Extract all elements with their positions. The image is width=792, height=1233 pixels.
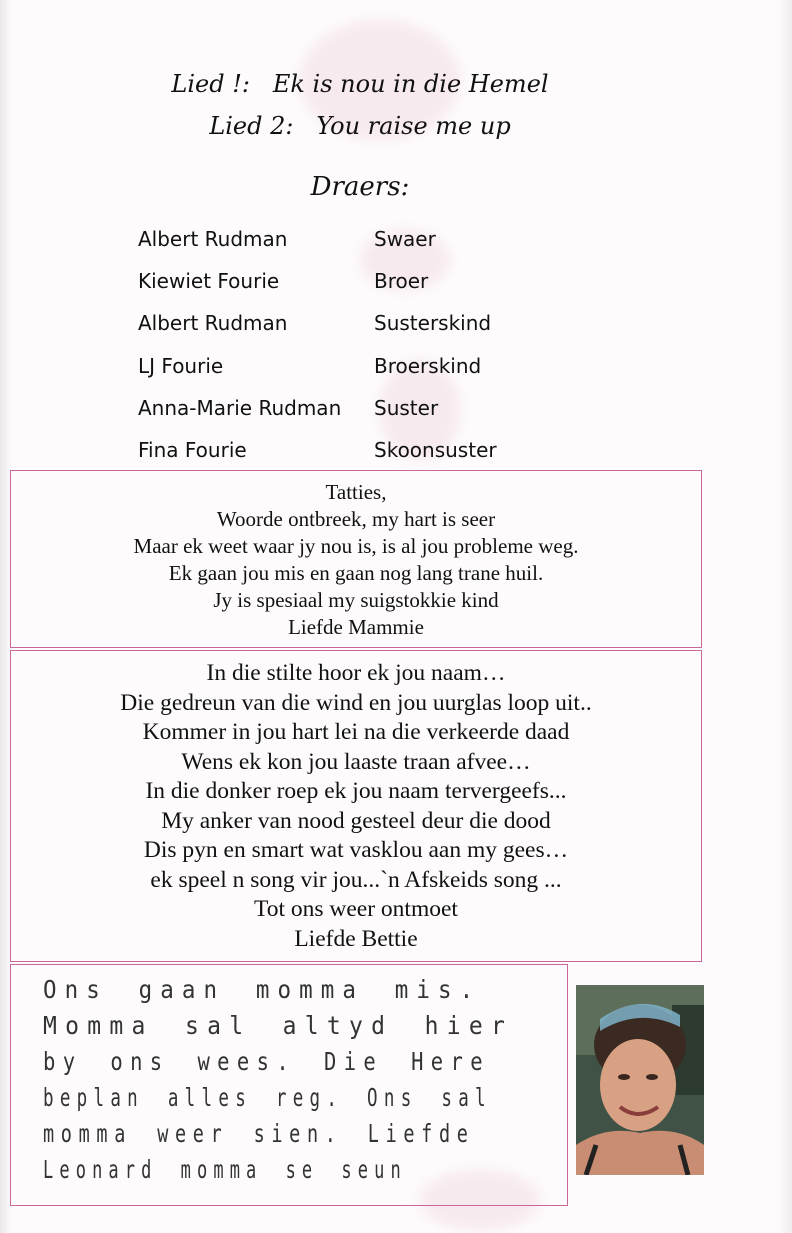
poem-line: Kommer in jou hart lei na die verkeerde daad [142, 719, 570, 745]
bearer-name: Fina Fourie [138, 438, 247, 463]
song-1-label: Lied !: [171, 70, 250, 98]
tribute-signature: Liefde Mammie [288, 615, 424, 639]
bearer-row [138, 218, 497, 260]
bearer-relation: Broerskind [374, 353, 482, 378]
bearer-row [138, 302, 497, 344]
poem-line: In die stilte hoor ek jou naam… [206, 660, 506, 686]
bearers-list [138, 218, 497, 471]
tribute-line: Maar ek weet waar jy nou is, is al jou probleme weg. [133, 534, 579, 558]
tribute-leonard-box [10, 964, 568, 1206]
song-1-title: Ek is nou in die Hemel [272, 70, 549, 98]
song-1 [0, 70, 720, 98]
handwritten-line: Momma sal altyd hier [43, 1011, 514, 1040]
tribute-signature: Liefde Bettie [294, 925, 418, 952]
song-2-label: Lied 2: [209, 112, 294, 140]
bearer-relation: Broer [374, 269, 429, 294]
handwritten-line: beplan alles reg. Ons sal [43, 1083, 492, 1112]
bearer-name: Anna-Marie Rudman [138, 395, 342, 420]
bearer-relation: Skoonsuster [374, 438, 497, 463]
poem-line: Tot ons weer ontmoet [254, 896, 458, 922]
poem-line: Die gedreun van die wind en jou uurglas loop uit.. [120, 689, 592, 716]
bearer-row [138, 387, 497, 429]
song-2 [0, 112, 720, 140]
page-edge-shadow [778, 0, 792, 1233]
bearer-relation: Suster [374, 395, 439, 420]
bearer-row [138, 260, 497, 302]
poem-line: Wens ek kon jou laaste traan afvee… [181, 748, 531, 775]
portrait-photo [576, 985, 704, 1175]
poem-line: ek speel n song vir jou...`n Afskeids song ... [150, 866, 562, 893]
song-2-title: You raise me up [316, 112, 511, 140]
bearer-name: Albert Rudman [138, 227, 288, 252]
portrait-illustration [576, 985, 704, 1175]
poem-line: Dis pyn en smart wat vasklou aan my gees… [143, 837, 569, 863]
handwritten-line: Leonard momma se seun [43, 1155, 407, 1184]
tribute-line: Tatties, [325, 480, 387, 504]
handwritten-line: by ons wees. Die Here [43, 1047, 490, 1076]
tribute-line: Ek gaan jou mis en gaan nog lang trane huil. [168, 561, 544, 585]
bearer-row [138, 429, 497, 471]
tribute-line: Woorde ontbreek, my hart is seer [216, 507, 496, 531]
bearer-name: Kiewiet Fourie [138, 269, 280, 294]
poem-line: My anker van nood gesteel deur die dood [161, 807, 551, 834]
bearer-row [138, 345, 497, 387]
tribute-mammie-box [10, 470, 702, 648]
bearers-heading: Draers: [310, 172, 410, 202]
bearer-name: Albert Rudman [138, 311, 288, 336]
bearer-name: LJ Fourie [138, 353, 224, 378]
poem-line: In die donker roep ek jou naam tervergeefs... [145, 778, 567, 804]
handwritten-line: Ons gaan momma mis. [43, 975, 482, 1004]
tribute-line: Jy is spesiaal my suigstokkie kind [213, 588, 499, 612]
tribute-bettie-box [10, 650, 702, 962]
bearer-relation: Susterskind [374, 311, 492, 336]
handwritten-line: momma weer sien. Liefde [43, 1119, 475, 1148]
bearer-relation: Swaer [374, 227, 436, 252]
